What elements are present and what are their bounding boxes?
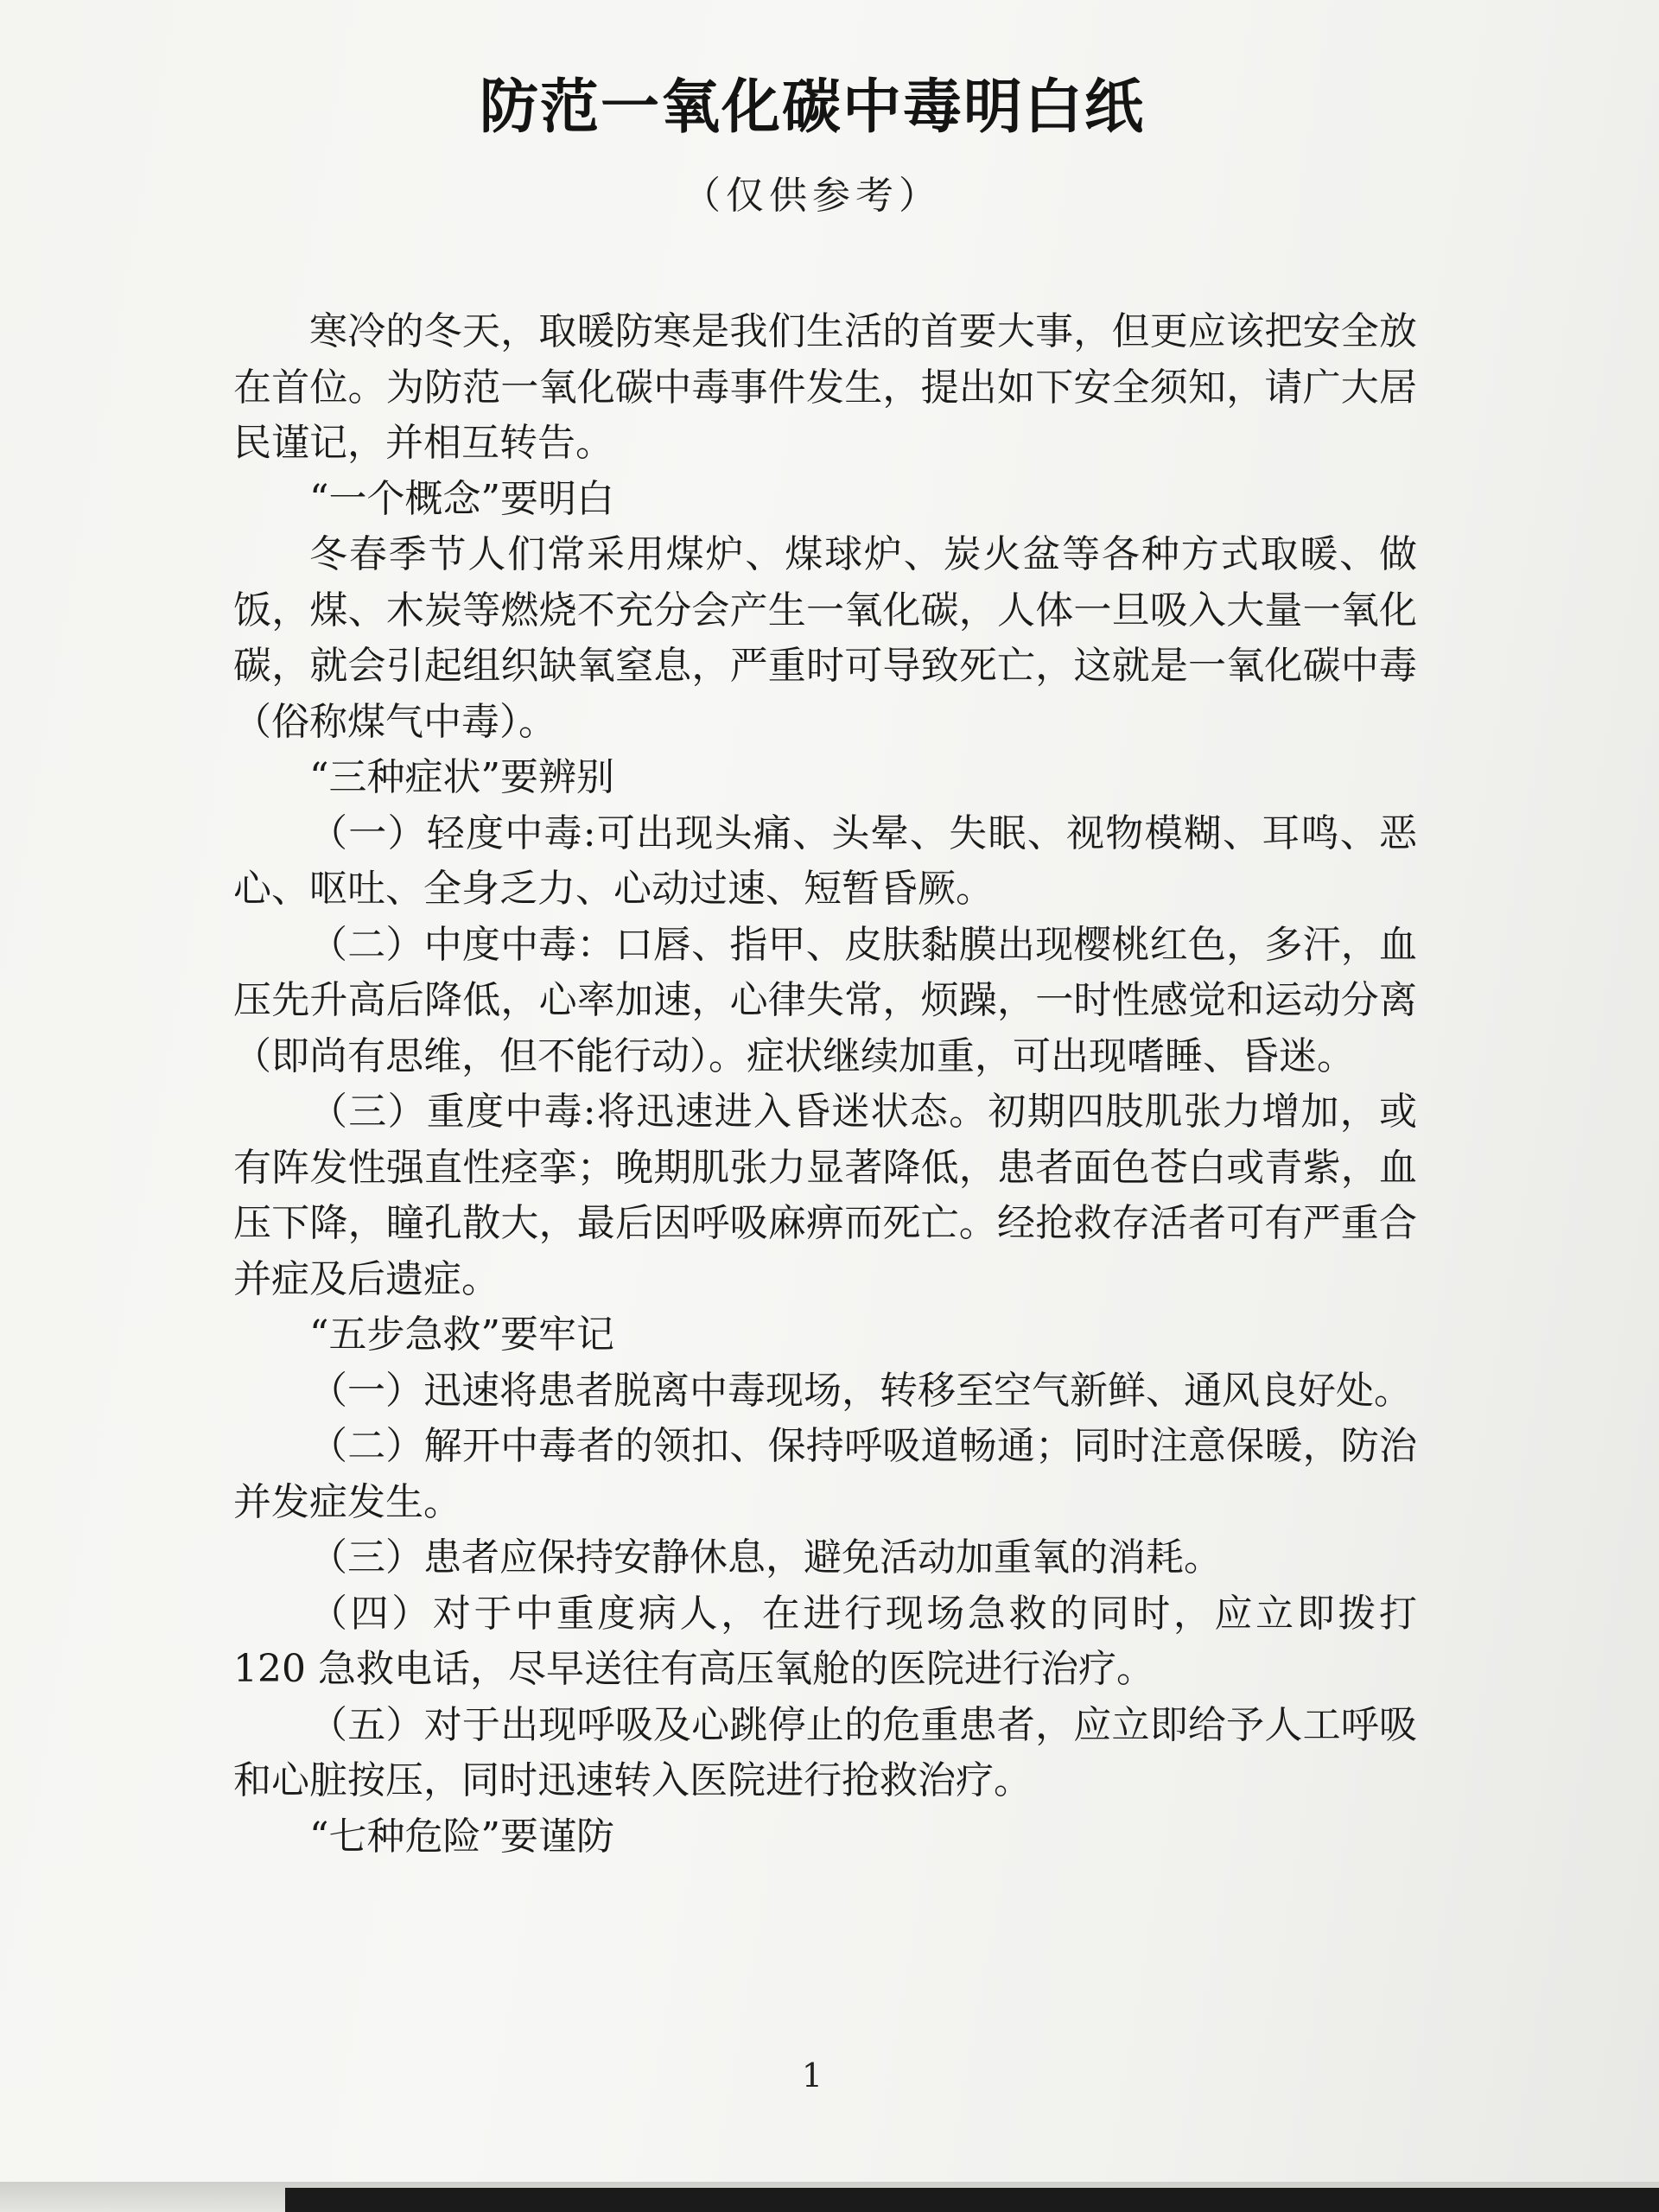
section-heading-first-aid: “五步急救”要牢记 bbox=[309, 1313, 614, 1357]
document-body bbox=[233, 304, 1417, 1865]
symptom-mild-paragraph: （一）轻度中毒:可出现头痛、头晕、失眠、视物模糊、耳鸣、恶心、呕吐、全身乏力、心动过速、短暂昏厥。 bbox=[233, 810, 1417, 911]
section-heading-concept: “一个概念”要明白 bbox=[309, 476, 614, 521]
document-subtitle: （仅供参考） bbox=[683, 174, 942, 218]
first-aid-step-2: （二）解开中毒者的领扣、保持呼吸道畅通；同时注意保暖，防治并发症发生。 bbox=[233, 1424, 1417, 1524]
background-surface bbox=[285, 2188, 1659, 2212]
section-heading-symptoms: “三种症状”要辨别 bbox=[309, 755, 614, 799]
first-aid-step-3: （三）患者应保持安静休息，避免活动加重氧的消耗。 bbox=[309, 1535, 1222, 1580]
concept-paragraph: 冬春季节人们常采用煤炉、煤球炉、炭火盆等各种方式取暖、做饭，煤、木炭等燃烧不充分会产生一氧化碳，人体一旦吸入大量一氧化碳，就会引起组织缺氧窒息，严重时可导致死亡，这就是一氧化碳中毒（俗称煤气中毒）。 bbox=[233, 532, 1417, 744]
document-title: 防范一氧化碳中毒明白纸 bbox=[479, 73, 1145, 142]
page-number: 1 bbox=[801, 2056, 823, 2094]
first-aid-step-4: （四）对于中重度病人，在进行现场急救的同时，应立即拨打 120 急救电话，尽早送往有高压氧舱的医院进行治疗。 bbox=[233, 1591, 1417, 1691]
symptom-moderate-paragraph: （二）中度中毒：口唇、指甲、皮肤黏膜出现樱桃红色，多汗，血压先升高后降低，心率加速，心律失常，烦躁，一时性感觉和运动分离（即尚有思维，但不能行动）。症状继续加重，可出现嗜睡、昏迷。 bbox=[233, 922, 1417, 1078]
symptom-severe-paragraph: （三）重度中毒:将迅速进入昏迷状态。初期四肢肌张力增加，或有阵发性强直性痉挛；晚期肌张力显著降低，患者面色苍白或青紫，血压下降，瞳孔散大，最后因呼吸麻痹而死亡。经抢救存活者可有严重合并症及后遗症。 bbox=[233, 1090, 1417, 1301]
section-heading-dangers: “七种危险”要谨防 bbox=[309, 1814, 614, 1859]
first-aid-step-1: （一）迅速将患者脱离中毒现场，转移至空气新鲜、通风良好处。 bbox=[309, 1368, 1412, 1413]
first-aid-step-5: （五）对于出现呼吸及心跳停止的危重患者，应立即给予人工呼吸和心脏按压，同时迅速转入医院进行抢救治疗。 bbox=[233, 1702, 1417, 1802]
intro-paragraph: 寒冷的冬天，取暖防寒是我们生活的首要大事，但更应该把安全放在首位。为防范一氧化碳中毒事件发生，提出如下安全须知，请广大居民谨记，并相互转告。 bbox=[233, 309, 1417, 465]
